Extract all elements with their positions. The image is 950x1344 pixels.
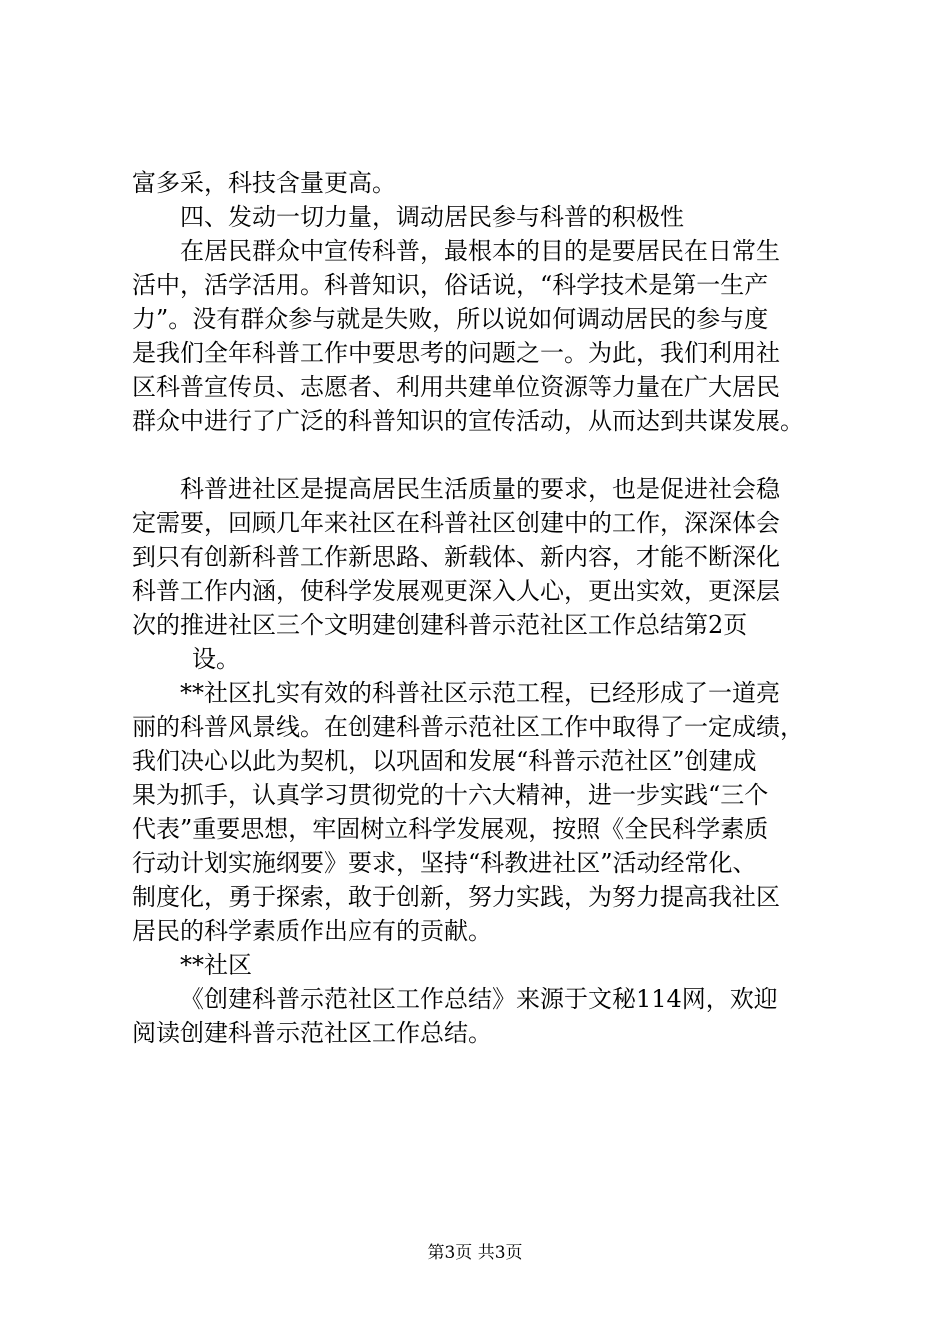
text-line: 科普进社区是提高居民生活质量的要求，也是促进社会稳 — [180, 475, 780, 503]
signature-line: **社区 — [180, 951, 252, 979]
text-line: 我们决心以此为契机，以巩固和发展“科普示范社区”创建成 — [132, 747, 757, 775]
text-line: 是我们全年科普工作中要思考的问题之一。为此，我们利用社 — [132, 339, 780, 367]
text-line: 次的推进社区三个文明建创建科普示范社区工作总结第2页 — [132, 611, 748, 639]
text-line: 群众中进行了广泛的科普知识的宣传活动，从而达到共谋发展。 — [132, 407, 804, 435]
section-heading: 四、发动一切力量，调动居民参与科普的积极性 — [180, 203, 684, 231]
text-line: 行动计划实施纲要》要求，坚持“科教进社区”活动经常化、 — [132, 849, 757, 877]
text-line: 果为抓手，认真学习贯彻党的十六大精神，进一步实践“三个 — [132, 781, 769, 809]
text-line: 代表”重要思想，牢固树立科学发展观，按照《全民科学素质 — [132, 815, 769, 843]
page-footer: 第3页 共3页 — [427, 1243, 523, 1263]
text-line: 制度化，勇于探索，敢于创新，努力实践，为努力提高我社区 — [132, 883, 780, 911]
text-line: 区科普宣传员、志愿者、利用共建单位资源等力量在广大居民 — [132, 373, 780, 401]
text-line: 活中，活学活用。科普知识，俗话说，“科学技术是第一生产 — [132, 271, 769, 299]
text-line: 力”。没有群众参与就是失败，所以说如何调动居民的参与度 — [132, 305, 769, 333]
paragraph-gap — [132, 438, 852, 472]
text-line: 科普工作内涵，使科学发展观更深入人心，更出实效，更深层 — [132, 577, 780, 605]
text-line: 在居民群众中宣传科普，最根本的目的是要居民在日常生 — [180, 237, 780, 265]
text-line: 定需要，回顾几年来社区在科普社区创建中的工作，深深体会 — [132, 509, 780, 537]
text-line: 居民的科学素质作出应有的贡献。 — [132, 917, 492, 945]
source-note: 《创建科普示范社区工作总结》来源于文秘114网，欢迎 — [180, 985, 778, 1013]
text-line: 到只有创新科普工作新思路、新载体、新内容，才能不断深化 — [132, 543, 780, 571]
document-body — [132, 166, 852, 1050]
text-line: 丽的科普风景线。在创建科普示范社区工作中取得了一定成绩， — [132, 713, 804, 741]
text-line: 设。 — [192, 645, 240, 673]
source-note: 阅读创建科普示范社区工作总结。 — [132, 1019, 492, 1047]
text-line: **社区扎实有效的科普社区示范工程，已经形成了一道亮 — [180, 679, 780, 707]
text-line: 富多采，科技含量更高。 — [132, 169, 396, 197]
